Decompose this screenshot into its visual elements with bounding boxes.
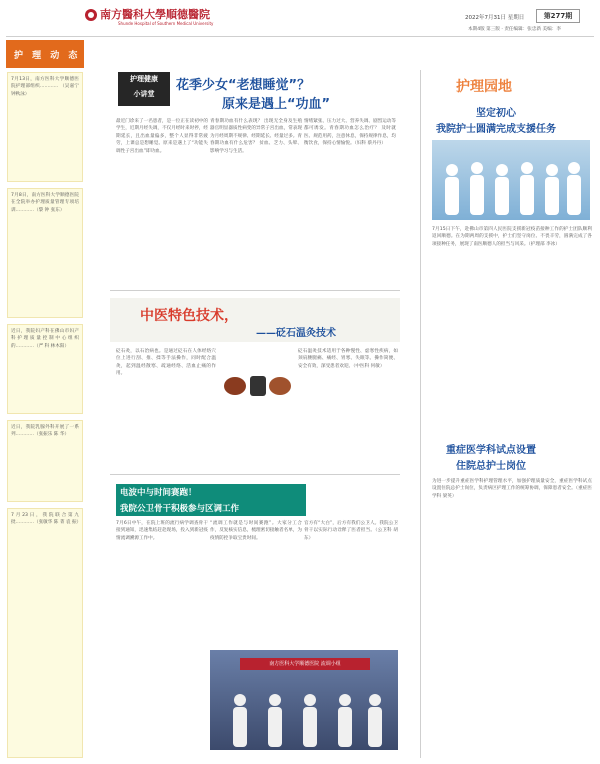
public-health-title-2: 我院公卫骨干积极参与区调工作 xyxy=(120,504,240,514)
hospital-logo-subtitle: Shunde Hospital of Southern Medical University xyxy=(118,21,214,26)
badge-line-1: 护理健康 xyxy=(130,75,158,83)
health-lecture-badge xyxy=(118,72,170,106)
nursing-garden-text: 7月15日下午，赴佛山市第四人民医院支援新冠疫苗接种工作的护士团队顺利返回顺德。在为期两周的支援中，护士们坚守岗位、不畏辛劳，圆满完成了各项接种任务，展现了南医顺德人的担当与风采。（护理部 李冰） xyxy=(432,227,592,247)
section-divider-2 xyxy=(110,474,400,475)
issue-number: 第277期 xyxy=(536,9,580,23)
tcm-title: 中医特色技术， xyxy=(140,308,238,324)
news-item-3: 近日，我院妇产科在佛山市妇产科护理质量控制中心组织的…………（严 科 林木阳） xyxy=(7,324,83,414)
nurses-group-photo xyxy=(432,140,590,220)
tcm-subtitle: ——砭石温灸技术 xyxy=(256,328,336,339)
stone-moxibustion-tools-image xyxy=(220,362,296,400)
icu-article-title-1: 重症医学科试点设置 xyxy=(446,445,536,456)
nursing-garden-title: 护理园地 xyxy=(456,79,512,95)
news-item-4: 近日，我院乳腺外科开展了一系列…………（张振乐 陈 华） xyxy=(7,420,83,502)
photo-banner-caption: 南方医科大学顺德医院 流调小组 xyxy=(240,658,370,670)
icu-article-text: 为进一步提升重症医学科护理管理水平，加强护理质量安全，重症医学科试点设置住院总护士岗位，负责病区护理工作的统筹协调，保障患者安全。（重症医学科 梁英） xyxy=(432,479,592,499)
public-health-column-1: 7月6日中午，在院上班的流行病学调查骨干接到通知，迅速集结赶赴现场，投入到新冠疫情流调溯源工作中。 xyxy=(116,521,208,541)
badge-line-2: 小讲堂 xyxy=(133,90,155,98)
hospital-logo-text: 南方醫科大學順德醫院 xyxy=(100,8,210,21)
issue-meta: 本期4版 第三版 · 责任编辑：张忠新 美编：李 xyxy=(468,27,561,32)
tcm-column-2: 砭石温灸技术适用于各种慢性、虚寒性疾病，如颈肩腰腿痛、痛经、胃寒、失眠等。操作简便、安全有效，深受患者欢迎。（中医科 何敏） xyxy=(298,349,398,369)
hospital-logo-icon xyxy=(84,8,98,22)
article-title-line-1: 花季少女“老想睡觉”？ xyxy=(176,78,311,93)
column-divider xyxy=(420,70,421,758)
news-item-1: 7月13日，南方医科大学顺德医院护理部组织………… （吴嘉宁 钟秋泳） xyxy=(7,72,83,182)
left-column-title: 护 理 动 态 xyxy=(14,51,81,61)
tcm-column-1: 砭石灸，以石治病也。是通过砭石在人体经络穴位上进行刮、推、揉等手法操作，同时配合温灸，起到温经散寒、疏通经络、活血止痛的作用。 xyxy=(116,349,216,377)
issue-date: 2022年7月31日 星期日 xyxy=(465,15,525,21)
public-health-title-1: 电波中与时间赛跑！ xyxy=(120,488,197,498)
header-divider xyxy=(6,36,594,37)
public-health-column-3: 官方有“大白”，后方有我们公卫人。我院公卫骨干以实际行动诠释了医者担当。（公卫科 胡东） xyxy=(304,521,398,541)
news-item-2: 7月8日，南方医科大学顺德医院在全院举办护理质量管理专项培训…………（黎 钟 张东） xyxy=(7,188,83,318)
page-header xyxy=(0,0,600,40)
article-title-line-2: 原来是遇上“功血” xyxy=(222,97,331,112)
icu-article-title-2: 住院总护士岗位 xyxy=(456,461,526,472)
article-column-2: 青春期功血有什么表现？ 出现无全身及生殖器官明显器质性病变的异常子宫出血，常表现为月经周期不规律、经期延长、经量过多。青春期功血有什么危害？ 贫血、乏力、头晕、影响学习与生活。 xyxy=(210,119,302,154)
article-column-3: 情绪紧张、压力过大、营养失调、剧烈运动等都可诱发。青春期功血怎么治疗？ 及时就医、规范用药，注意休息，保持规律作息，均衡饮食，保持心情愉悦。（妇科 蔡丹丹） xyxy=(304,119,396,147)
public-health-column-2: “流调工作就是与时间赛跑”。大家分工合作，反复核实信息，梳理密切接触者名单，为疫情防控争取宝贵时间。 xyxy=(210,521,302,541)
nursing-garden-subtitle-2: 我院护士圆满完成支援任务 xyxy=(436,124,556,135)
nurses-figures xyxy=(432,140,590,220)
public-health-team-photo xyxy=(210,650,398,750)
section-divider xyxy=(110,290,400,291)
news-item-5: 7月23日，我院联合第九批…………（张敏华 陈 菁 袁 振） xyxy=(7,508,83,758)
nursing-garden-subtitle-1: 坚定初心 xyxy=(476,108,516,119)
team-figures xyxy=(210,680,398,750)
article-column-1: 最近门诊来了一名患者，是一位正在读初中的学生，近期月经失调，不仅月经时来时停，经期延长，且出血量偏多，整个人显得非常疲劳，上课总是想睡觉。原来是遇上了“功能失调性子宫出血”即功血。 xyxy=(116,119,208,154)
